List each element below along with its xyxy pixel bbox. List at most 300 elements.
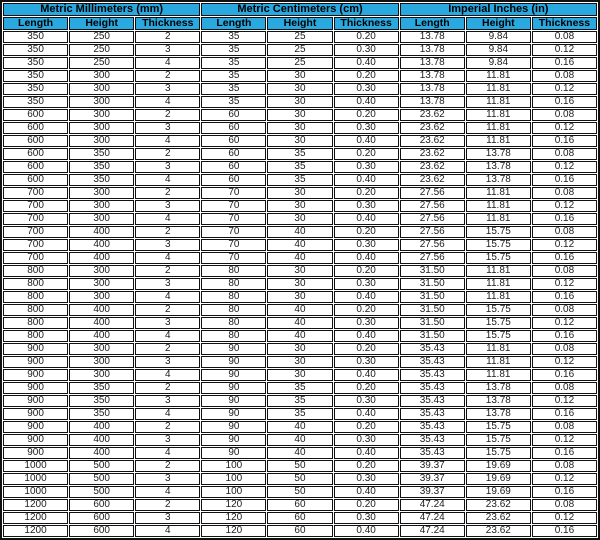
cell: 11.81 (466, 343, 531, 355)
cell: 31.50 (400, 291, 465, 303)
cell: 60 (201, 148, 266, 160)
cell: 70 (201, 187, 266, 199)
cell: 0.16 (532, 447, 597, 459)
cell: 350 (3, 83, 68, 95)
cell: 0.20 (334, 304, 399, 316)
table-body (3, 31, 597, 537)
cell: 800 (3, 304, 68, 316)
cell: 600 (3, 122, 68, 134)
cell: 80 (201, 317, 266, 329)
cell: 300 (69, 96, 134, 108)
cell: 0.30 (334, 473, 399, 485)
cell: 120 (201, 512, 266, 524)
cell: 0.40 (334, 96, 399, 108)
cell: 2 (135, 70, 200, 82)
cell: 80 (201, 265, 266, 277)
cell: 35 (201, 70, 266, 82)
table-row (3, 135, 597, 147)
cell: 0.16 (532, 96, 597, 108)
cell: 40 (267, 434, 332, 446)
column-header-in-thickness: Thickness (532, 17, 597, 30)
cell: 30 (267, 265, 332, 277)
cell: 35 (267, 395, 332, 407)
cell: 15.75 (466, 447, 531, 459)
cell: 2 (135, 460, 200, 472)
table-row (3, 213, 597, 225)
cell: 2 (135, 226, 200, 238)
cell: 11.81 (466, 109, 531, 121)
cell: 350 (3, 57, 68, 69)
cell: 300 (69, 200, 134, 212)
table-row (3, 304, 597, 316)
cell: 600 (3, 148, 68, 160)
cell: 0.16 (532, 213, 597, 225)
cell: 30 (267, 135, 332, 147)
cell: 11.81 (466, 200, 531, 212)
cell: 25 (267, 57, 332, 69)
table-row (3, 330, 597, 342)
cell: 31.50 (400, 330, 465, 342)
cell: 300 (69, 291, 134, 303)
group-header-metric-cm: Metric Centimeters (cm) (201, 3, 398, 16)
cell: 800 (3, 278, 68, 290)
table-row (3, 239, 597, 251)
cell: 1000 (3, 473, 68, 485)
cell: 27.56 (400, 187, 465, 199)
cell: 30 (267, 187, 332, 199)
cell: 30 (267, 278, 332, 290)
cell: 23.62 (400, 135, 465, 147)
table-row (3, 83, 597, 95)
column-header-row (3, 17, 597, 30)
cell: 0.12 (532, 395, 597, 407)
table-row (3, 161, 597, 173)
cell: 23.62 (400, 148, 465, 160)
cell: 11.81 (466, 369, 531, 381)
cell: 0.08 (532, 265, 597, 277)
cell: 2 (135, 421, 200, 433)
cell: 15.75 (466, 239, 531, 251)
cell: 4 (135, 525, 200, 537)
column-header-in-height: Height (466, 17, 531, 30)
cell: 60 (201, 174, 266, 186)
cell: 1200 (3, 499, 68, 511)
cell: 3 (135, 473, 200, 485)
cell: 1200 (3, 525, 68, 537)
cell: 35.43 (400, 356, 465, 368)
cell: 350 (69, 174, 134, 186)
table-header (3, 3, 597, 30)
table-row (3, 278, 597, 290)
table-row (3, 382, 597, 394)
cell: 35 (267, 382, 332, 394)
cell: 0.16 (532, 252, 597, 264)
table-row (3, 343, 597, 355)
column-header-mm-length: Length (3, 17, 68, 30)
cell: 27.56 (400, 200, 465, 212)
table-row (3, 512, 597, 524)
cell: 2 (135, 109, 200, 121)
cell: 400 (69, 434, 134, 446)
cell: 35 (201, 57, 266, 69)
cell: 13.78 (400, 83, 465, 95)
cell: 9.84 (466, 31, 531, 43)
cell: 2 (135, 148, 200, 160)
cell: 0.08 (532, 499, 597, 511)
cell: 0.20 (334, 31, 399, 43)
cell: 0.12 (532, 512, 597, 524)
cell: 400 (69, 239, 134, 251)
cell: 600 (69, 512, 134, 524)
cell: 27.56 (400, 226, 465, 238)
cell: 13.78 (400, 96, 465, 108)
table-row (3, 70, 597, 82)
cell: 400 (69, 317, 134, 329)
cell: 300 (69, 213, 134, 225)
cell: 30 (267, 122, 332, 134)
cell: 0.30 (334, 278, 399, 290)
cell: 100 (201, 486, 266, 498)
cell: 30 (267, 83, 332, 95)
cell: 0.12 (532, 473, 597, 485)
cell: 0.40 (334, 486, 399, 498)
table-row (3, 265, 597, 277)
cell: 70 (201, 252, 266, 264)
cell: 35 (267, 408, 332, 420)
cell: 3 (135, 200, 200, 212)
cell: 300 (69, 122, 134, 134)
cell: 35.43 (400, 395, 465, 407)
group-header-imperial-in: Imperial Inches (in) (400, 3, 597, 16)
cell: 11.81 (466, 83, 531, 95)
cell: 30 (267, 70, 332, 82)
cell: 4 (135, 174, 200, 186)
cell: 50 (267, 460, 332, 472)
cell: 100 (201, 460, 266, 472)
cell: 90 (201, 369, 266, 381)
cell: 35.43 (400, 369, 465, 381)
cell: 0.08 (532, 382, 597, 394)
cell: 0.16 (532, 369, 597, 381)
cell: 0.30 (334, 161, 399, 173)
cell: 4 (135, 486, 200, 498)
cell: 4 (135, 57, 200, 69)
cell: 4 (135, 291, 200, 303)
cell: 11.81 (466, 135, 531, 147)
cell: 80 (201, 278, 266, 290)
cell: 35 (267, 148, 332, 160)
cell: 700 (3, 239, 68, 251)
table-row (3, 525, 597, 537)
cell: 31.50 (400, 278, 465, 290)
cell: 250 (69, 31, 134, 43)
cell: 800 (3, 330, 68, 342)
cell: 0.16 (532, 57, 597, 69)
cell: 2 (135, 343, 200, 355)
cell: 13.78 (466, 174, 531, 186)
cell: 11.81 (466, 187, 531, 199)
cell: 23.62 (466, 525, 531, 537)
cell: 30 (267, 291, 332, 303)
cell: 15.75 (466, 317, 531, 329)
cell: 35 (267, 161, 332, 173)
cell: 13.78 (466, 161, 531, 173)
cell: 31.50 (400, 317, 465, 329)
column-header-mm-thickness: Thickness (135, 17, 200, 30)
cell: 700 (3, 187, 68, 199)
cell: 900 (3, 434, 68, 446)
cell: 15.75 (466, 434, 531, 446)
cell: 0.40 (334, 291, 399, 303)
cell: 2 (135, 265, 200, 277)
cell: 2 (135, 31, 200, 43)
cell: 40 (267, 252, 332, 264)
cell: 350 (69, 148, 134, 160)
column-header-mm-height: Height (69, 17, 134, 30)
cell: 4 (135, 330, 200, 342)
cell: 60 (267, 512, 332, 524)
cell: 4 (135, 447, 200, 459)
cell: 60 (267, 525, 332, 537)
cell: 0.20 (334, 109, 399, 121)
cell: 15.75 (466, 226, 531, 238)
cell: 900 (3, 421, 68, 433)
cell: 900 (3, 369, 68, 381)
column-header-in-length: Length (400, 17, 465, 30)
cell: 400 (69, 330, 134, 342)
table-row (3, 473, 597, 485)
cell: 50 (267, 473, 332, 485)
cell: 0.08 (532, 343, 597, 355)
table-row (3, 499, 597, 511)
cell: 0.20 (334, 499, 399, 511)
cell: 90 (201, 421, 266, 433)
cell: 0.16 (532, 525, 597, 537)
cell: 30 (267, 109, 332, 121)
table-row (3, 31, 597, 43)
cell: 0.40 (334, 252, 399, 264)
cell: 23.62 (400, 109, 465, 121)
column-header-cm-height: Height (267, 17, 332, 30)
cell: 0.20 (334, 187, 399, 199)
cell: 350 (3, 44, 68, 56)
cell: 0.12 (532, 200, 597, 212)
cell: 600 (69, 499, 134, 511)
cell: 0.12 (532, 44, 597, 56)
cell: 15.75 (466, 421, 531, 433)
cell: 900 (3, 395, 68, 407)
cell: 300 (69, 356, 134, 368)
cell: 4 (135, 135, 200, 147)
cell: 0.30 (334, 317, 399, 329)
cell: 400 (69, 421, 134, 433)
cell: 900 (3, 356, 68, 368)
cell: 0.30 (334, 395, 399, 407)
group-header-row (3, 3, 597, 16)
cell: 80 (201, 291, 266, 303)
table-row (3, 395, 597, 407)
cell: 47.24 (400, 512, 465, 524)
table-row (3, 447, 597, 459)
cell: 0.20 (334, 421, 399, 433)
cell: 500 (69, 486, 134, 498)
table-row (3, 226, 597, 238)
cell: 0.08 (532, 187, 597, 199)
cell: 300 (69, 135, 134, 147)
cell: 35 (201, 31, 266, 43)
table-row (3, 486, 597, 498)
table-row (3, 434, 597, 446)
cell: 3 (135, 83, 200, 95)
cell: 500 (69, 460, 134, 472)
cell: 40 (267, 226, 332, 238)
cell: 11.81 (466, 265, 531, 277)
cell: 15.75 (466, 252, 531, 264)
cell: 0.20 (334, 226, 399, 238)
cell: 350 (69, 382, 134, 394)
cell: 250 (69, 57, 134, 69)
cell: 900 (3, 408, 68, 420)
cell: 11.81 (466, 356, 531, 368)
cell: 0.40 (334, 135, 399, 147)
cell: 3 (135, 122, 200, 134)
cell: 11.81 (466, 96, 531, 108)
cell: 30 (267, 356, 332, 368)
cell: 23.62 (400, 174, 465, 186)
cell: 300 (69, 109, 134, 121)
cell: 19.69 (466, 473, 531, 485)
cell: 90 (201, 343, 266, 355)
cell: 30 (267, 213, 332, 225)
cell: 27.56 (400, 213, 465, 225)
cell: 60 (201, 161, 266, 173)
cell: 250 (69, 44, 134, 56)
cell: 0.30 (334, 83, 399, 95)
cell: 0.20 (334, 382, 399, 394)
cell: 70 (201, 200, 266, 212)
cell: 3 (135, 356, 200, 368)
cell: 13.78 (466, 395, 531, 407)
cell: 400 (69, 226, 134, 238)
cell: 0.12 (532, 317, 597, 329)
cell: 900 (3, 447, 68, 459)
cell: 0.30 (334, 200, 399, 212)
cell: 0.12 (532, 161, 597, 173)
cell: 40 (267, 330, 332, 342)
cell: 600 (3, 174, 68, 186)
cell: 35 (201, 96, 266, 108)
cell: 13.78 (466, 148, 531, 160)
cell: 350 (69, 395, 134, 407)
cell: 400 (69, 252, 134, 264)
cell: 11.81 (466, 122, 531, 134)
cell: 25 (267, 31, 332, 43)
cell: 39.37 (400, 460, 465, 472)
cell: 25 (267, 44, 332, 56)
cell: 3 (135, 317, 200, 329)
cell: 300 (69, 70, 134, 82)
table-row (3, 200, 597, 212)
cell: 2 (135, 382, 200, 394)
cell: 350 (3, 70, 68, 82)
cell: 350 (69, 408, 134, 420)
cell: 120 (201, 525, 266, 537)
table-row (3, 122, 597, 134)
cell: 19.69 (466, 486, 531, 498)
cell: 35 (201, 83, 266, 95)
cell: 600 (69, 525, 134, 537)
table-row (3, 174, 597, 186)
cell: 13.78 (400, 57, 465, 69)
cell: 2 (135, 499, 200, 511)
cell: 70 (201, 226, 266, 238)
cell: 60 (201, 109, 266, 121)
table-row (3, 109, 597, 121)
cell: 35.43 (400, 408, 465, 420)
cell: 0.12 (532, 278, 597, 290)
cell: 2 (135, 304, 200, 316)
cell: 350 (69, 161, 134, 173)
cell: 0.30 (334, 239, 399, 251)
table-row (3, 408, 597, 420)
cell: 30 (267, 369, 332, 381)
cell: 40 (267, 317, 332, 329)
cell: 80 (201, 330, 266, 342)
cell: 700 (3, 252, 68, 264)
cell: 13.78 (400, 44, 465, 56)
cell: 90 (201, 356, 266, 368)
cell: 47.24 (400, 525, 465, 537)
cell: 300 (69, 343, 134, 355)
cell: 4 (135, 213, 200, 225)
cell: 0.40 (334, 408, 399, 420)
cell: 100 (201, 473, 266, 485)
cell: 0.30 (334, 122, 399, 134)
cell: 4 (135, 408, 200, 420)
cell: 350 (3, 31, 68, 43)
cell: 800 (3, 291, 68, 303)
cell: 35 (267, 174, 332, 186)
cell: 0.20 (334, 148, 399, 160)
cell: 27.56 (400, 239, 465, 251)
cell: 80 (201, 304, 266, 316)
cell: 900 (3, 382, 68, 394)
cell: 13.78 (466, 382, 531, 394)
cell: 13.78 (400, 70, 465, 82)
cell: 30 (267, 200, 332, 212)
cell: 300 (69, 369, 134, 381)
table-row (3, 252, 597, 264)
table-row (3, 148, 597, 160)
cell: 31.50 (400, 265, 465, 277)
cell: 0.20 (334, 70, 399, 82)
cell: 3 (135, 44, 200, 56)
table-row (3, 369, 597, 381)
column-header-cm-thickness: Thickness (334, 17, 399, 30)
cell: 15.75 (466, 304, 531, 316)
cell: 11.81 (466, 70, 531, 82)
cell: 90 (201, 447, 266, 459)
cell: 300 (69, 265, 134, 277)
cell: 47.24 (400, 499, 465, 511)
cell: 0.12 (532, 122, 597, 134)
cell: 90 (201, 382, 266, 394)
cell: 0.16 (532, 174, 597, 186)
cell: 0.12 (532, 356, 597, 368)
cell: 0.08 (532, 70, 597, 82)
cell: 0.16 (532, 408, 597, 420)
cell: 4 (135, 369, 200, 381)
